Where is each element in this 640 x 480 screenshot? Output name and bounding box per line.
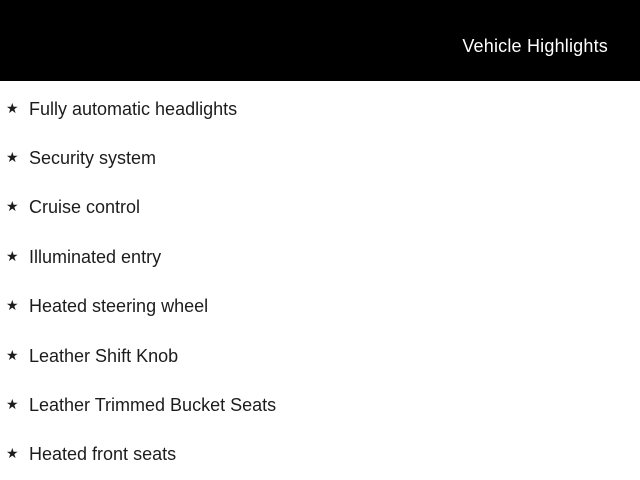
highlight-label: Heated steering wheel <box>29 296 209 317</box>
star-icon: ★ <box>6 397 19 414</box>
list-item <box>6 282 640 331</box>
star-icon: ★ <box>6 446 19 463</box>
highlight-label: Leather Trimmed Bucket Seats <box>29 395 277 416</box>
list-item <box>6 183 640 232</box>
highlight-label: Heated front seats <box>29 444 177 465</box>
star-icon: ★ <box>6 199 19 216</box>
highlight-label: Cruise control <box>29 197 141 218</box>
highlight-label: Fully automatic headlights <box>29 98 238 119</box>
star-icon: ★ <box>6 100 19 117</box>
highlight-label: Leather Shift Knob <box>29 345 179 366</box>
list-item <box>6 84 640 133</box>
list-item <box>6 133 640 182</box>
header-bar <box>0 0 640 81</box>
highlight-label: Illuminated entry <box>29 246 162 267</box>
list-item <box>6 430 640 479</box>
page-title: Vehicle Highlights <box>462 35 608 56</box>
star-icon: ★ <box>6 150 19 167</box>
star-icon: ★ <box>6 347 19 364</box>
list-item <box>6 380 640 429</box>
highlight-label: Security system <box>29 148 157 169</box>
star-icon: ★ <box>6 248 19 265</box>
vehicle-highlights-list <box>0 81 640 479</box>
list-item <box>6 232 640 281</box>
star-icon: ★ <box>6 298 19 315</box>
list-item <box>6 331 640 380</box>
